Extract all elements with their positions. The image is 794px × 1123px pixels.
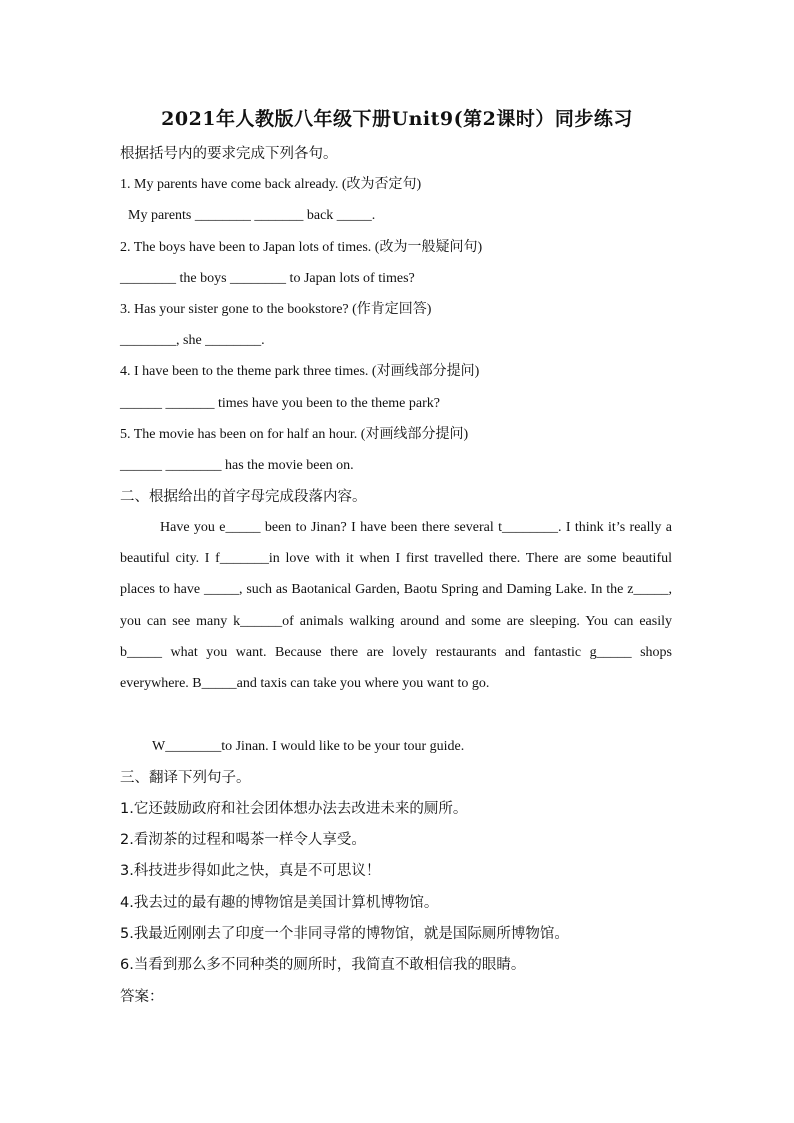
translation-item: 3.科技进步得如此之快，真是不可思议！ (120, 863, 381, 879)
answer-label: 答案： (120, 989, 164, 1005)
answer-blank-line: My parents ________ _______ back _____. (128, 208, 376, 223)
exercise-line: 2. The boys have been to Japan lots of times. (改为一般疑问句) (120, 240, 483, 255)
exercise-line: 1. My parents have come back already. (改为否定句) (120, 177, 422, 192)
section3-heading: 三、翻译下列句子。 (120, 770, 251, 786)
translation-item: 1.它还鼓励政府和社会团体想办法去改进未来的厕所。 (120, 801, 468, 817)
answer-blank-line: ______ ________ has the movie been on. (120, 458, 354, 473)
answer-blank-line: ________, she ________. (120, 333, 265, 348)
answer-blank-line: ______ _______ times have you been to the theme park? (120, 396, 440, 411)
exercise-line: 5. The movie has been on for half an hour. (对画线部分提问) (120, 427, 469, 442)
translation-item: 4.我去过的最有趣的博物馆是美国计算机博物馆。 (120, 895, 439, 911)
page-title: 2021年人教版八年级下册Unit9(第2课时）同步练习 (161, 108, 633, 130)
section1-heading: 根据括号内的要求完成下列各句。 (120, 146, 338, 162)
cloze-closing-line: W________to Jinan. I would like to be your tour guide. (152, 739, 465, 754)
answer-blank-line: ________ the boys ________ to Japan lots of times? (120, 271, 415, 286)
section2-heading: 二、根据给出的首字母完成段落内容。 (120, 489, 367, 505)
exercise-line: 3. Has your sister gone to the bookstore? (作肯定回答) (120, 302, 432, 317)
translation-item: 5.我最近刚刚去了印度一个非同寻常的博物馆，就是国际厕所博物馆。 (120, 926, 569, 942)
translation-item: 6.当看到那么多不同种类的厕所时，我简直不敢相信我的眼睛。 (120, 957, 526, 973)
exercise-line: 4. I have been to the theme park three times. (对画线部分提问) (120, 364, 480, 379)
translation-item: 2.看沏茶的过程和喝茶一样令人享受。 (120, 832, 366, 848)
cloze-paragraph: Have you e_____ been to Jinan? I have been there several t________. I think it’s really a beautiful city. I f_______in love with it when I first travelled there. There are some beautiful places to have _____, such as Baotanical Garden, Baotu Spring and Daming Lake. In the z_____, you can see many k______of animals walking around and some are sleeping. You can easily b_____ what you want. Because there are lovely restaurants and fantastic g_____ shops everywhere. B_____and taxis can take you where you want to go. (120, 520, 672, 692)
